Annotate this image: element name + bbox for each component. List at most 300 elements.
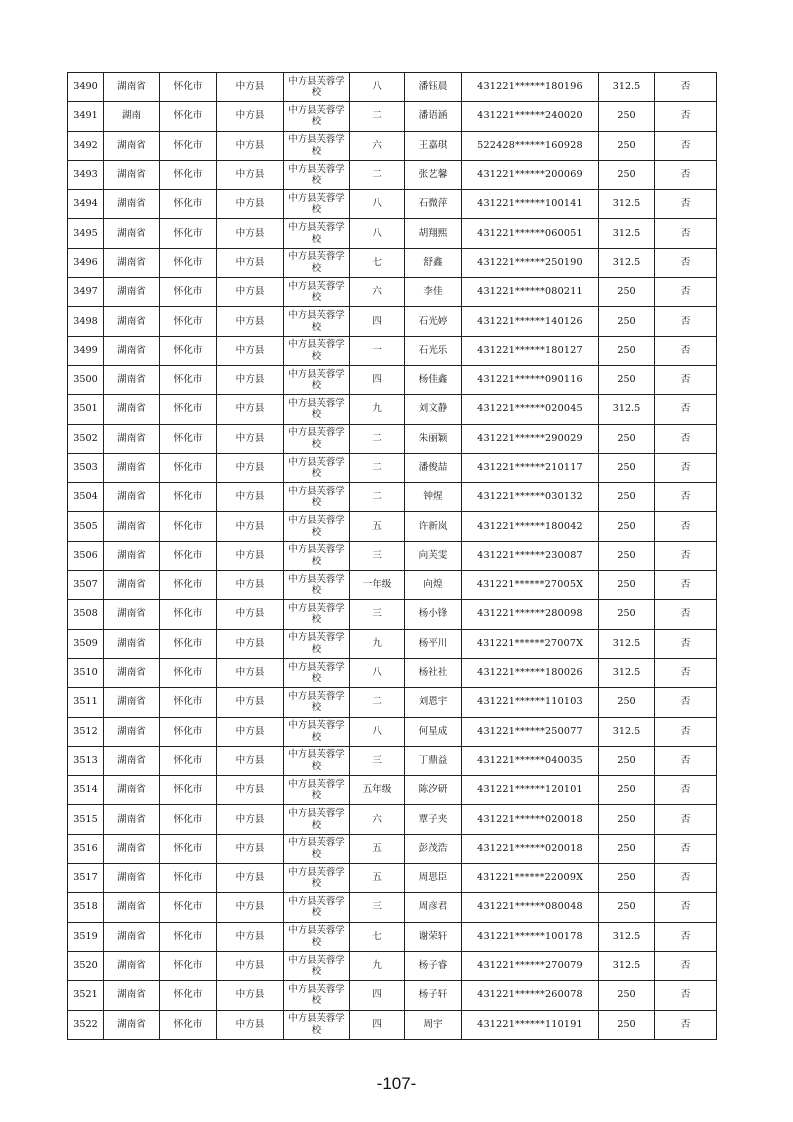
province-cell: 湖南省 (104, 1010, 160, 1039)
flag-cell: 否 (655, 160, 717, 189)
table-row (68, 541, 717, 570)
serial-number-cell: 3511 (68, 688, 104, 717)
city-cell: 怀化市 (160, 336, 217, 365)
table-row (68, 395, 717, 424)
id-number-cell: 431221******100178 (462, 922, 599, 951)
serial-number-cell: 3503 (68, 453, 104, 482)
amount-cell: 250 (599, 278, 655, 307)
serial-number-cell: 3500 (68, 365, 104, 394)
table-row (68, 951, 717, 980)
county-cell: 中方县 (217, 365, 284, 394)
amount-cell: 312.5 (599, 658, 655, 687)
school-cell: 中方县芙蓉学校 (284, 805, 350, 834)
amount-cell: 250 (599, 688, 655, 717)
amount-cell: 250 (599, 571, 655, 600)
flag-cell: 否 (655, 981, 717, 1010)
province-cell: 湖南省 (104, 278, 160, 307)
county-cell: 中方县 (217, 160, 284, 189)
county-cell: 中方县 (217, 453, 284, 482)
school-cell: 中方县芙蓉学校 (284, 658, 350, 687)
id-number-cell: 431221******030132 (462, 483, 599, 512)
amount-cell: 312.5 (599, 922, 655, 951)
id-number-cell: 431221******140126 (462, 307, 599, 336)
county-cell: 中方县 (217, 102, 284, 131)
grade-cell: 九 (350, 951, 405, 980)
grade-cell: 四 (350, 365, 405, 394)
city-cell: 怀化市 (160, 1010, 217, 1039)
city-cell: 怀化市 (160, 951, 217, 980)
serial-number-cell: 3505 (68, 512, 104, 541)
city-cell: 怀化市 (160, 658, 217, 687)
id-number-cell: 431221******110103 (462, 688, 599, 717)
city-cell: 怀化市 (160, 190, 217, 219)
amount-cell: 250 (599, 805, 655, 834)
province-cell: 湖南省 (104, 776, 160, 805)
grade-cell: 五 (350, 834, 405, 863)
school-cell: 中方县芙蓉学校 (284, 951, 350, 980)
school-cell: 中方县芙蓉学校 (284, 512, 350, 541)
amount-cell: 250 (599, 981, 655, 1010)
flag-cell: 否 (655, 688, 717, 717)
county-cell: 中方县 (217, 629, 284, 658)
county-cell: 中方县 (217, 307, 284, 336)
school-cell: 中方县芙蓉学校 (284, 834, 350, 863)
id-number-cell: 431221******120101 (462, 776, 599, 805)
grade-cell: 二 (350, 102, 405, 131)
province-cell: 湖南省 (104, 365, 160, 394)
id-number-cell: 431221******080211 (462, 278, 599, 307)
student-name-cell: 朱丽颖 (405, 424, 462, 453)
city-cell: 怀化市 (160, 102, 217, 131)
amount-cell: 250 (599, 365, 655, 394)
student-name-cell: 杨子轩 (405, 981, 462, 1010)
id-number-cell: 431221******290029 (462, 424, 599, 453)
school-cell: 中方县芙蓉学校 (284, 922, 350, 951)
province-cell: 湖南省 (104, 834, 160, 863)
school-cell: 中方县芙蓉学校 (284, 746, 350, 775)
province-cell: 湖南省 (104, 805, 160, 834)
student-name-cell: 潘语涵 (405, 102, 462, 131)
table-row (68, 893, 717, 922)
flag-cell: 否 (655, 131, 717, 160)
table-row (68, 160, 717, 189)
flag-cell: 否 (655, 571, 717, 600)
city-cell: 怀化市 (160, 248, 217, 277)
county-cell: 中方县 (217, 248, 284, 277)
table-row (68, 922, 717, 951)
grade-cell: 六 (350, 131, 405, 160)
amount-cell: 312.5 (599, 951, 655, 980)
county-cell: 中方县 (217, 73, 284, 102)
county-cell: 中方县 (217, 600, 284, 629)
student-name-cell: 杨小锋 (405, 600, 462, 629)
flag-cell: 否 (655, 893, 717, 922)
city-cell: 怀化市 (160, 805, 217, 834)
city-cell: 怀化市 (160, 483, 217, 512)
province-cell: 湖南省 (104, 981, 160, 1010)
serial-number-cell: 3506 (68, 541, 104, 570)
city-cell: 怀化市 (160, 365, 217, 394)
province-cell: 湖南省 (104, 600, 160, 629)
table-row (68, 307, 717, 336)
province-cell: 湖南省 (104, 922, 160, 951)
student-name-cell: 李佳 (405, 278, 462, 307)
amount-cell: 250 (599, 1010, 655, 1039)
grade-cell: 九 (350, 395, 405, 424)
serial-number-cell: 3514 (68, 776, 104, 805)
school-cell: 中方县芙蓉学校 (284, 102, 350, 131)
city-cell: 怀化市 (160, 688, 217, 717)
flag-cell: 否 (655, 776, 717, 805)
id-number-cell: 431221******250190 (462, 248, 599, 277)
flag-cell: 否 (655, 219, 717, 248)
county-cell: 中方县 (217, 951, 284, 980)
flag-cell: 否 (655, 805, 717, 834)
table-row (68, 834, 717, 863)
amount-cell: 250 (599, 541, 655, 570)
flag-cell: 否 (655, 1010, 717, 1039)
id-number-cell: 431221******100141 (462, 190, 599, 219)
grade-cell: 八 (350, 73, 405, 102)
grade-cell: 三 (350, 541, 405, 570)
amount-cell: 250 (599, 424, 655, 453)
city-cell: 怀化市 (160, 131, 217, 160)
student-name-cell: 杨佳鑫 (405, 365, 462, 394)
city-cell: 怀化市 (160, 776, 217, 805)
table-row (68, 102, 717, 131)
student-name-cell: 张艺馨 (405, 160, 462, 189)
school-cell: 中方县芙蓉学校 (284, 365, 350, 394)
city-cell: 怀化市 (160, 864, 217, 893)
school-cell: 中方县芙蓉学校 (284, 160, 350, 189)
table-row (68, 864, 717, 893)
id-number-cell: 431221******240020 (462, 102, 599, 131)
id-number-cell: 431221******020045 (462, 395, 599, 424)
student-name-cell: 潘钰晨 (405, 73, 462, 102)
flag-cell: 否 (655, 717, 717, 746)
student-name-cell: 周彦君 (405, 893, 462, 922)
county-cell: 中方县 (217, 658, 284, 687)
flag-cell: 否 (655, 922, 717, 951)
flag-cell: 否 (655, 307, 717, 336)
school-cell: 中方县芙蓉学校 (284, 893, 350, 922)
student-name-cell: 周宇 (405, 1010, 462, 1039)
student-name-cell: 石光婷 (405, 307, 462, 336)
flag-cell: 否 (655, 365, 717, 394)
province-cell: 湖南省 (104, 395, 160, 424)
student-name-cell: 周思臣 (405, 864, 462, 893)
grade-cell: 二 (350, 453, 405, 482)
serial-number-cell: 3516 (68, 834, 104, 863)
serial-number-cell: 3513 (68, 746, 104, 775)
id-number-cell: 431221******090116 (462, 365, 599, 394)
id-number-cell: 431221******180127 (462, 336, 599, 365)
school-cell: 中方县芙蓉学校 (284, 278, 350, 307)
amount-cell: 250 (599, 893, 655, 922)
serial-number-cell: 3521 (68, 981, 104, 1010)
id-number-cell: 431221******060051 (462, 219, 599, 248)
county-cell: 中方县 (217, 864, 284, 893)
grade-cell: 五 (350, 864, 405, 893)
school-cell: 中方县芙蓉学校 (284, 1010, 350, 1039)
flag-cell: 否 (655, 600, 717, 629)
school-cell: 中方县芙蓉学校 (284, 541, 350, 570)
amount-cell: 312.5 (599, 248, 655, 277)
province-cell: 湖南省 (104, 951, 160, 980)
grade-cell: 八 (350, 717, 405, 746)
amount-cell: 250 (599, 746, 655, 775)
province-cell: 湖南省 (104, 307, 160, 336)
flag-cell: 否 (655, 658, 717, 687)
flag-cell: 否 (655, 834, 717, 863)
grade-cell: 五 (350, 512, 405, 541)
table-row (68, 629, 717, 658)
grade-cell: 七 (350, 922, 405, 951)
city-cell: 怀化市 (160, 541, 217, 570)
amount-cell: 312.5 (599, 395, 655, 424)
serial-number-cell: 3517 (68, 864, 104, 893)
serial-number-cell: 3522 (68, 1010, 104, 1039)
table-row (68, 131, 717, 160)
province-cell: 湖南省 (104, 571, 160, 600)
id-number-cell: 431221******230087 (462, 541, 599, 570)
province-cell: 湖南省 (104, 248, 160, 277)
amount-cell: 312.5 (599, 73, 655, 102)
amount-cell: 250 (599, 776, 655, 805)
student-name-cell: 许新岚 (405, 512, 462, 541)
roster-table-body (68, 73, 717, 1040)
table-row (68, 571, 717, 600)
grade-cell: 八 (350, 658, 405, 687)
province-cell: 湖南省 (104, 219, 160, 248)
province-cell: 湖南省 (104, 131, 160, 160)
table-row (68, 805, 717, 834)
id-number-cell: 431221******22009X (462, 864, 599, 893)
grade-cell: 一年级 (350, 571, 405, 600)
amount-cell: 312.5 (599, 219, 655, 248)
table-row (68, 453, 717, 482)
school-cell: 中方县芙蓉学校 (284, 483, 350, 512)
grade-cell: 一 (350, 336, 405, 365)
id-number-cell: 431221******180042 (462, 512, 599, 541)
flag-cell: 否 (655, 278, 717, 307)
county-cell: 中方县 (217, 746, 284, 775)
serial-number-cell: 3510 (68, 658, 104, 687)
flag-cell: 否 (655, 73, 717, 102)
province-cell: 湖南省 (104, 424, 160, 453)
student-name-cell: 刘文静 (405, 395, 462, 424)
id-number-cell: 431221******280098 (462, 600, 599, 629)
grade-cell: 六 (350, 805, 405, 834)
school-cell: 中方县芙蓉学校 (284, 219, 350, 248)
amount-cell: 250 (599, 453, 655, 482)
serial-number-cell: 3498 (68, 307, 104, 336)
county-cell: 中方县 (217, 483, 284, 512)
grade-cell: 二 (350, 160, 405, 189)
table-row (68, 190, 717, 219)
school-cell: 中方县芙蓉学校 (284, 688, 350, 717)
county-cell: 中方县 (217, 424, 284, 453)
school-cell: 中方县芙蓉学校 (284, 131, 350, 160)
flag-cell: 否 (655, 629, 717, 658)
grade-cell: 三 (350, 600, 405, 629)
county-cell: 中方县 (217, 219, 284, 248)
id-number-cell: 431221******040035 (462, 746, 599, 775)
table-row (68, 658, 717, 687)
id-number-cell: 431221******020018 (462, 834, 599, 863)
city-cell: 怀化市 (160, 922, 217, 951)
city-cell: 怀化市 (160, 717, 217, 746)
county-cell: 中方县 (217, 190, 284, 219)
school-cell: 中方县芙蓉学校 (284, 629, 350, 658)
student-name-cell: 舒鑫 (405, 248, 462, 277)
student-name-cell: 刘恩宇 (405, 688, 462, 717)
grade-cell: 三 (350, 893, 405, 922)
student-name-cell: 向煌 (405, 571, 462, 600)
county-cell: 中方县 (217, 805, 284, 834)
id-number-cell: 431221******110191 (462, 1010, 599, 1039)
city-cell: 怀化市 (160, 746, 217, 775)
amount-cell: 312.5 (599, 717, 655, 746)
school-cell: 中方县芙蓉学校 (284, 248, 350, 277)
city-cell: 怀化市 (160, 834, 217, 863)
student-name-cell: 石光乐 (405, 336, 462, 365)
amount-cell: 250 (599, 336, 655, 365)
school-cell: 中方县芙蓉学校 (284, 336, 350, 365)
school-cell: 中方县芙蓉学校 (284, 307, 350, 336)
id-number-cell: 431221******020018 (462, 805, 599, 834)
student-name-cell: 王嘉琪 (405, 131, 462, 160)
grade-cell: 五年级 (350, 776, 405, 805)
id-number-cell: 431221******270079 (462, 951, 599, 980)
province-cell: 湖南省 (104, 453, 160, 482)
page-number: -107- (376, 1074, 417, 1093)
table-row (68, 1010, 717, 1039)
table-row (68, 688, 717, 717)
province-cell: 湖南省 (104, 336, 160, 365)
id-number-cell: 431221******080048 (462, 893, 599, 922)
serial-number-cell: 3509 (68, 629, 104, 658)
province-cell: 湖南省 (104, 190, 160, 219)
amount-cell: 250 (599, 307, 655, 336)
school-cell: 中方县芙蓉学校 (284, 190, 350, 219)
county-cell: 中方县 (217, 541, 284, 570)
province-cell: 湖南省 (104, 73, 160, 102)
serial-number-cell: 3490 (68, 73, 104, 102)
province-cell: 湖南省 (104, 629, 160, 658)
student-name-cell: 钟煋 (405, 483, 462, 512)
student-name-cell: 覃子夹 (405, 805, 462, 834)
province-cell: 湖南省 (104, 541, 160, 570)
province-cell: 湖南省 (104, 893, 160, 922)
school-cell: 中方县芙蓉学校 (284, 73, 350, 102)
school-cell: 中方县芙蓉学校 (284, 600, 350, 629)
school-cell: 中方县芙蓉学校 (284, 864, 350, 893)
student-name-cell: 陈汐研 (405, 776, 462, 805)
flag-cell: 否 (655, 512, 717, 541)
county-cell: 中方县 (217, 131, 284, 160)
grade-cell: 六 (350, 278, 405, 307)
serial-number-cell: 3520 (68, 951, 104, 980)
city-cell: 怀化市 (160, 512, 217, 541)
province-cell: 湖南省 (104, 160, 160, 189)
table-row (68, 981, 717, 1010)
student-name-cell: 杨社社 (405, 658, 462, 687)
student-name-cell: 何星成 (405, 717, 462, 746)
city-cell: 怀化市 (160, 160, 217, 189)
amount-cell: 312.5 (599, 629, 655, 658)
grade-cell: 二 (350, 688, 405, 717)
flag-cell: 否 (655, 190, 717, 219)
grade-cell: 八 (350, 219, 405, 248)
city-cell: 怀化市 (160, 453, 217, 482)
table-row (68, 219, 717, 248)
id-number-cell: 431221******260078 (462, 981, 599, 1010)
flag-cell: 否 (655, 483, 717, 512)
school-cell: 中方县芙蓉学校 (284, 571, 350, 600)
table-row (68, 73, 717, 102)
id-number-cell: 431221******27005X (462, 571, 599, 600)
city-cell: 怀化市 (160, 278, 217, 307)
grade-cell: 二 (350, 483, 405, 512)
id-number-cell: 431221******180196 (462, 73, 599, 102)
student-name-cell: 谢荣轩 (405, 922, 462, 951)
county-cell: 中方县 (217, 834, 284, 863)
school-cell: 中方县芙蓉学校 (284, 395, 350, 424)
id-number-cell: 431221******180026 (462, 658, 599, 687)
table-row (68, 776, 717, 805)
flag-cell: 否 (655, 453, 717, 482)
school-cell: 中方县芙蓉学校 (284, 776, 350, 805)
province-cell: 湖南省 (104, 864, 160, 893)
school-cell: 中方县芙蓉学校 (284, 717, 350, 746)
id-number-cell: 431221******210117 (462, 453, 599, 482)
amount-cell: 250 (599, 512, 655, 541)
county-cell: 中方县 (217, 336, 284, 365)
student-name-cell: 丁鼎益 (405, 746, 462, 775)
flag-cell: 否 (655, 541, 717, 570)
grade-cell: 四 (350, 307, 405, 336)
city-cell: 怀化市 (160, 307, 217, 336)
id-number-cell: 431221******27007X (462, 629, 599, 658)
county-cell: 中方县 (217, 512, 284, 541)
school-cell: 中方县芙蓉学校 (284, 453, 350, 482)
table-row (68, 248, 717, 277)
city-cell: 怀化市 (160, 893, 217, 922)
flag-cell: 否 (655, 395, 717, 424)
province-cell: 湖南省 (104, 658, 160, 687)
flag-cell: 否 (655, 424, 717, 453)
serial-number-cell: 3495 (68, 219, 104, 248)
county-cell: 中方县 (217, 1010, 284, 1039)
city-cell: 怀化市 (160, 219, 217, 248)
school-cell: 中方县芙蓉学校 (284, 424, 350, 453)
student-name-cell: 潘俊喆 (405, 453, 462, 482)
student-name-cell: 胡翔熙 (405, 219, 462, 248)
county-cell: 中方县 (217, 571, 284, 600)
grade-cell: 三 (350, 746, 405, 775)
grade-cell: 八 (350, 190, 405, 219)
province-cell: 湖南省 (104, 483, 160, 512)
serial-number-cell: 3508 (68, 600, 104, 629)
student-name-cell: 石微萍 (405, 190, 462, 219)
city-cell: 怀化市 (160, 981, 217, 1010)
table-row (68, 424, 717, 453)
flag-cell: 否 (655, 336, 717, 365)
county-cell: 中方县 (217, 893, 284, 922)
student-name-cell: 彭茂浩 (405, 834, 462, 863)
grade-cell: 四 (350, 981, 405, 1010)
